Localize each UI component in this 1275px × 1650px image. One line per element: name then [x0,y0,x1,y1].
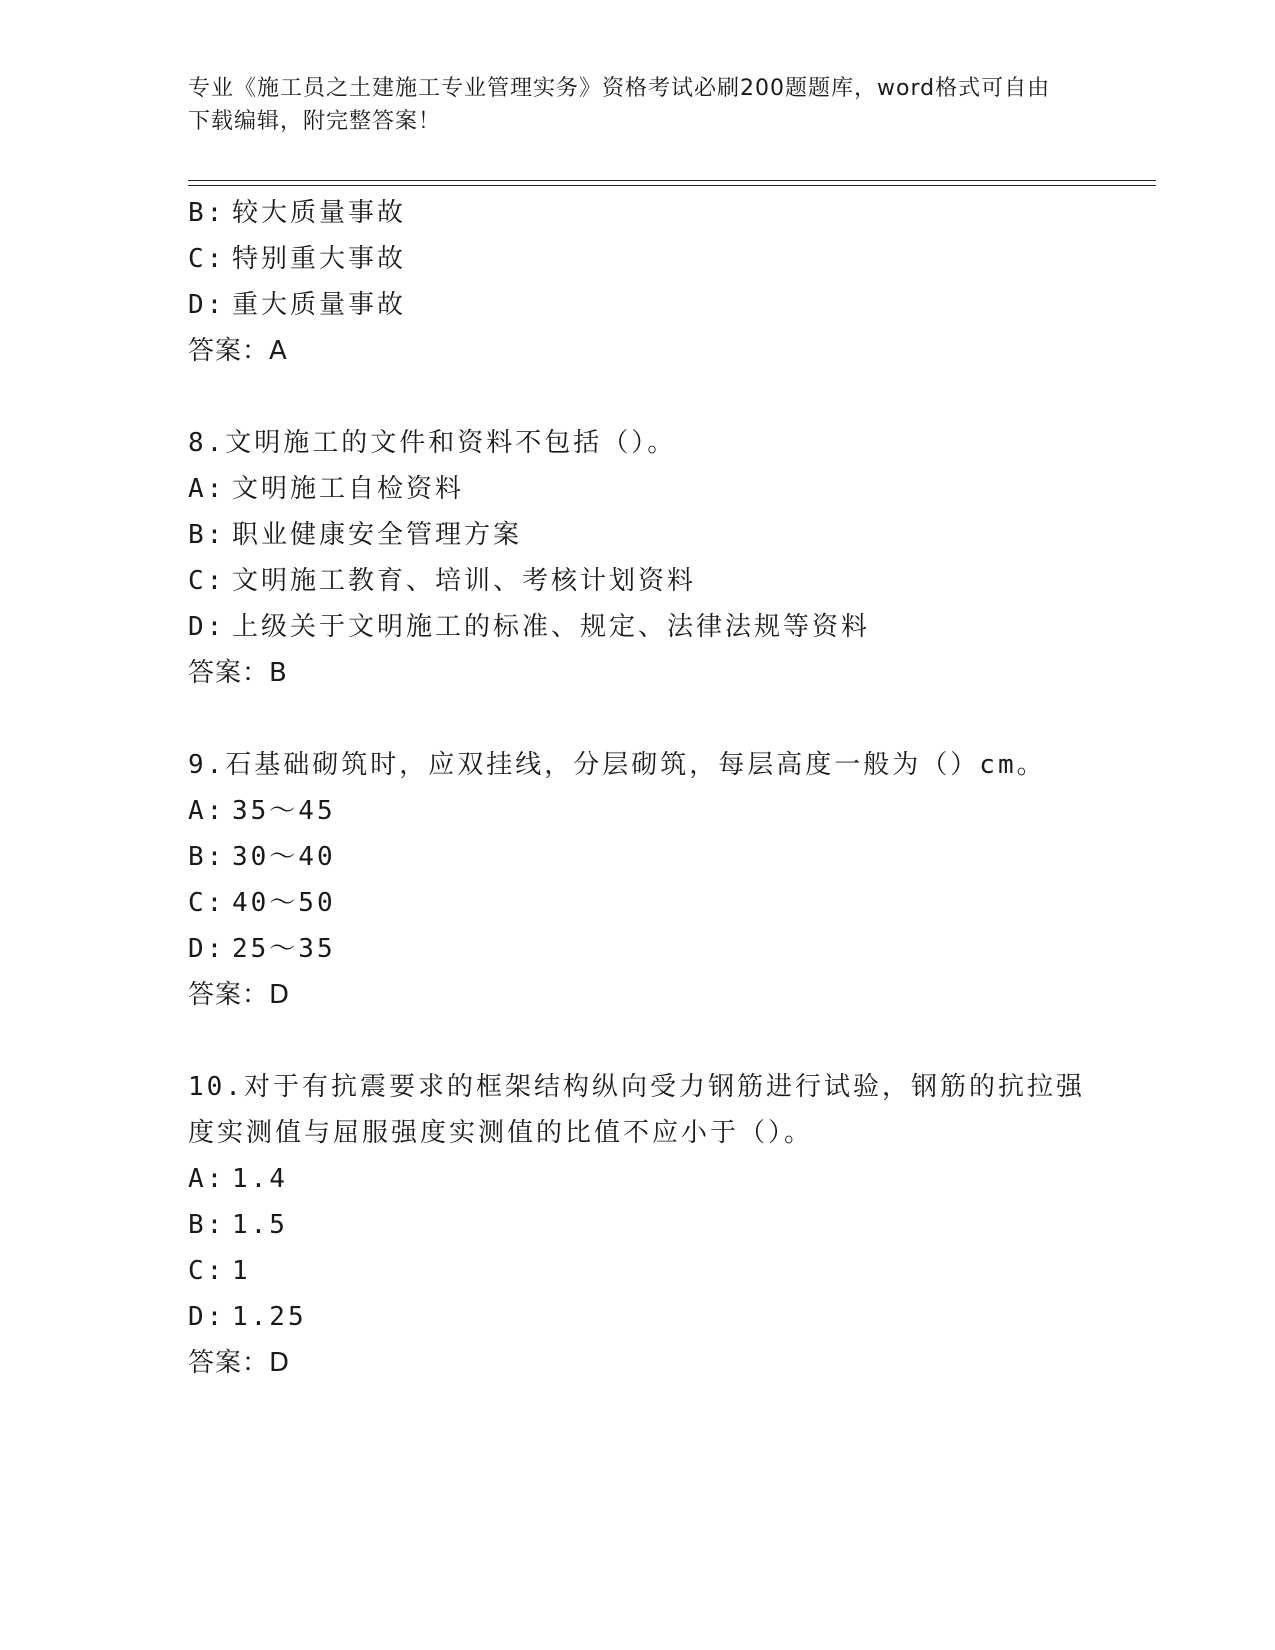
prev-question-block [188,190,1088,374]
option-letter: C: [188,566,226,596]
option-text: 1.5 [232,1210,288,1240]
answer-label: 答案： [188,1348,270,1378]
answer-value: D [269,1348,291,1378]
answer-label: 答案： [188,336,270,366]
option-row [188,512,1088,558]
option-text: 特别重大事故 [232,244,407,274]
option-text: 文明施工自检资料 [232,474,465,504]
option-text: 1 [232,1256,251,1286]
answer-value: D [269,980,291,1010]
document-header: 专业《施工员之土建施工专业管理实务》资格考试必刷200题题库，word格式可自由下载编辑，附完整答案！ [188,76,1051,134]
option-text: 较大质量事故 [232,198,407,228]
option-letter: C: [188,888,226,918]
option-row [188,466,1088,512]
option-row [188,190,1088,236]
option-letter: B: [188,520,226,550]
option-text: 35～45 [232,796,336,826]
answer-line [188,1340,1088,1386]
option-row [188,880,1088,926]
question-block [188,1064,1088,1386]
question-list [188,190,1088,1386]
option-text: 1.4 [232,1164,288,1194]
option-row [188,1248,1088,1294]
option-text: 25～35 [232,934,336,964]
answer-line [188,650,1088,696]
option-text: 1.25 [232,1302,307,1332]
question-stem: 10.对于有抗震要求的框架结构纵向受力钢筋进行试验，钢筋的抗拉强度实测值与屈服强度实测值的比值不应小于（）。 [188,1072,1085,1148]
option-row [188,604,1088,650]
option-row [188,926,1088,972]
option-letter: D: [188,1302,226,1332]
answer-label: 答案： [188,658,270,688]
answer-value: A [269,336,288,366]
option-letter: C: [188,1256,226,1286]
option-row [188,834,1088,880]
question-stem: 9.石基础砌筑时，应双挂线，分层砌筑，每层高度一般为（）cm。 [188,750,1046,780]
option-letter: A: [188,1164,226,1194]
option-letter: D: [188,290,226,320]
option-letter: A: [188,796,226,826]
answer-value: B [269,658,288,688]
option-row [188,558,1088,604]
option-text: 重大质量事故 [232,290,407,320]
answer-line [188,972,1088,1018]
option-letter: B: [188,198,226,228]
option-text: 文明施工教育、培训、考核计划资料 [232,566,697,596]
option-letter: B: [188,1210,226,1240]
option-row [188,788,1088,834]
option-text: 30～40 [232,842,336,872]
question-block [188,420,1088,696]
option-text: 上级关于文明施工的标准、规定、法律法规等资料 [232,612,871,642]
option-letter: D: [188,934,226,964]
option-row [188,236,1088,282]
header-rule-bottom [188,185,1156,186]
question-block [188,742,1088,1018]
header-rule-top [188,180,1156,181]
answer-label: 答案： [188,980,270,1010]
option-row [188,282,1088,328]
option-letter: C: [188,244,226,274]
question-stem: 8.文明施工的文件和资料不包括（）。 [188,428,677,458]
option-letter: D: [188,612,226,642]
option-text: 40～50 [232,888,336,918]
option-letter: B: [188,842,226,872]
answer-line [188,328,1088,374]
option-row [188,1202,1088,1248]
option-text: 职业健康安全管理方案 [232,520,523,550]
option-row [188,1294,1088,1340]
option-letter: A: [188,474,226,504]
option-row [188,1156,1088,1202]
